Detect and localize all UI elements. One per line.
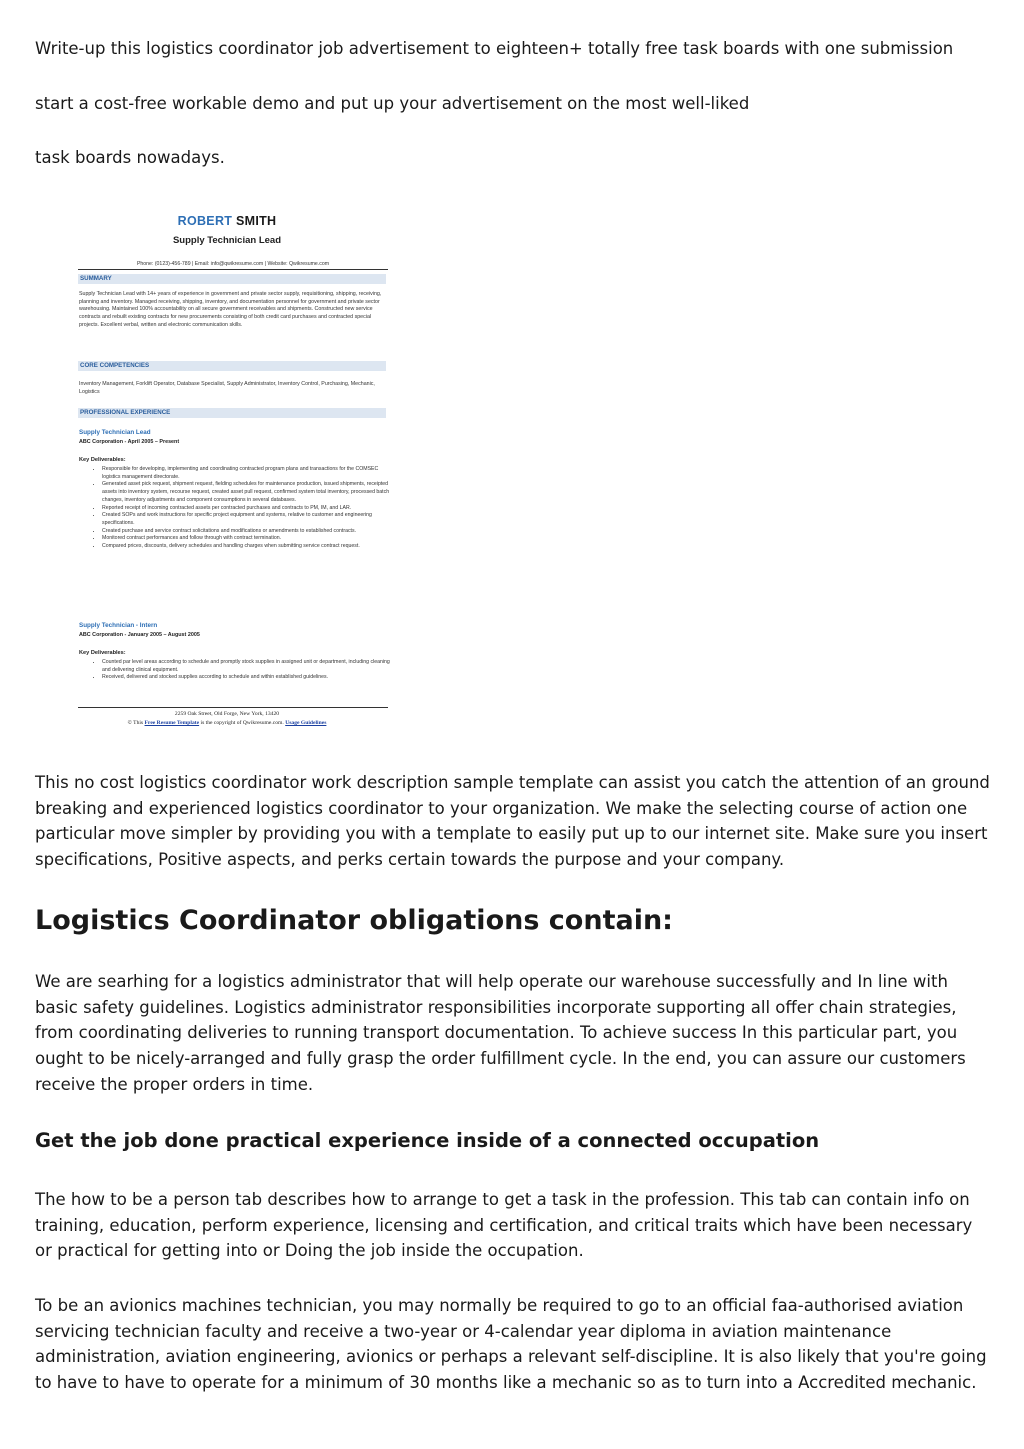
list-item: • Received, delivered and stocked supplies according to schedule and within established guidelines. (102, 674, 390, 682)
resume-key-deliverables: Key Deliverables: (79, 650, 126, 656)
resume-key-deliverables: Key Deliverables: (79, 457, 126, 463)
list-item: • Counted par level areas according to schedule and promptly stock supplies in assigned unit or department, including cleaning and delivering clinical equipment. (102, 659, 390, 674)
heading-duties: Logistics Coordinator obligations contain: (35, 905, 673, 936)
intro-line-2: start a cost-free workable demo and put up your advertisement on the most well-liked (35, 94, 750, 113)
resume-footer-address: 2259 Oak Street, Old Forge, New York, 13420 (174, 711, 280, 717)
paragraph-avionics: To be an avionics machines technician, you may normally be required to go to an official faa-authorised aviation servicing technician faculty and receive a two-year or 4-calendar year diploma in aviation maintenance administration, aviation engineering, avionics or perhaps a relevant self-discipline. It is also likely that you're going to have to have to operate for a minimum of 30 months like a mechanic so as to turn into a Accredited mechanic. (35, 1296, 987, 1393)
list-item: • Monitored contract performances and follow through with contract termination. (102, 535, 390, 543)
list-item: • Generated asset pick request, shipment request, fielding schedules for maintenance production, issued shipments, receipted assets into inventory system, recourse request, created asset pull request, confirmed system total inventory, processed batch changes, inventory adjustments and component consumptions in several databases. (102, 481, 390, 504)
usage-guidelines-link[interactable]: Usage Guidelines (285, 720, 327, 726)
resume-competencies-heading: CORE COMPETENCIES (78, 361, 386, 371)
resume-footer-copyright (64, 720, 390, 726)
resume-rule-bottom (78, 707, 388, 708)
resume-summary-text: Supply Technician Lead with 14+ years of experience in government and private sector supply, requisitioning, shipping, receiving, planning and inventory. Managed receiving, shipping, inventory, and documentation personnel for government and private sector warehousing. Maintained 100% accountability on all secure government receivables and shipments. Constructed new service contracts and rebuilt existing contracts for new procurements consisting of both credit card purchases and contracted special projects. Excellent verbal, written and electronic communication skills. (79, 291, 382, 328)
resume-footer-prefix: © This (127, 720, 144, 726)
resume-image (64, 200, 390, 735)
list-item: • Created SOPs and work instructions for specific project equipment and systems, relative to customer and engineering specifications. (102, 512, 390, 527)
paragraph-duties: We are searhing for a logistics administrator that will help operate our warehouse successfully and In line with basic safety guidelines. Logistics administrator responsibilities incorporate supporting all offer chain strategies, from coordinating deliveries to running transport documentation. To achieve success In this particular part, you ought to be nicely-arranged and fully grasp the order fulfillment cycle. In the end, you can assure our customers receive the proper orders in time. (35, 972, 966, 1094)
resume-role: Supply Technician Lead (172, 235, 282, 246)
paragraph-how-to: The how to be a person tab describes how to arrange to get a task in the profession. This tab can contain info on training, education, perform experience, licensing and certification, and critical traits which have been necessary or practical for getting into or Doing the job inside the occupation. (35, 1190, 973, 1261)
resume-last-name: SMITH (235, 214, 277, 228)
resume-name (64, 214, 390, 228)
resume-summary-heading: SUMMARY (78, 274, 386, 284)
paragraph-intro: This no cost logistics coordinator work description sample template can assist you catch the attention of an ground breaking and experienced logistics coordinator to your organization. We make the selecting course of action one particular move simpler by providing you with a template to easily put up to our internet site. Make sure you insert specifications, Positive aspects, and perks certain towards the purpose and your company. (35, 773, 990, 870)
list-item: • Reported receipt of incoming contracted assets per contracted purchases and contracts to PM, IM, and LAR. (102, 505, 390, 513)
resume-deliverables-list (92, 466, 390, 551)
resume-first-name: ROBERT (177, 214, 233, 228)
resume-job-company: ABC Corporation - April 2005 – Present (79, 439, 180, 445)
resume-footer-middle: is the copyright of Qwikresume.com. (200, 720, 284, 726)
resume-job-title: Supply Technician - Intern (79, 622, 158, 629)
intro-line-1: Write-up this logistics coordinator job advertisement to eighteen+ totally free task boards with one submission (35, 39, 954, 58)
resume-job-company: ABC Corporation - January 2005 – August 2005 (79, 632, 200, 638)
list-item: • Responsible for developing, implementing and coordinating contracted program plans and transactions for the COMSEC logistics management directorate. (102, 466, 390, 481)
free-resume-template-link[interactable]: Free Resume Template (144, 720, 200, 726)
resume-job-title: Supply Technician Lead (79, 429, 151, 436)
heading-experience: Get the job done practical experience inside of a connected occupation (35, 1129, 820, 1152)
list-item: • Compared prices, discounts, delivery schedules and handling charges when submitting service contract request. (102, 543, 390, 551)
resume-competencies-text: Inventory Management, Forklift Operator, Database Specialist, Supply Administrator, Inventory Control, Purchasing, Mechanic, Logistics (79, 381, 375, 395)
list-item: • Created purchase and service contract solicitations and modifications or amendments to established contracts. (102, 528, 390, 536)
resume-contact: Phone: (0123)-456-789 | Email: info@qwikresume.com | Website: Qwikresume.com (136, 261, 330, 267)
resume-deliverables-list (92, 659, 390, 682)
resume-experience-heading: PROFESSIONAL EXPERIENCE (78, 408, 386, 418)
intro-line-3: task boards nowadays. (35, 148, 225, 167)
resume-rule-top (78, 269, 388, 270)
